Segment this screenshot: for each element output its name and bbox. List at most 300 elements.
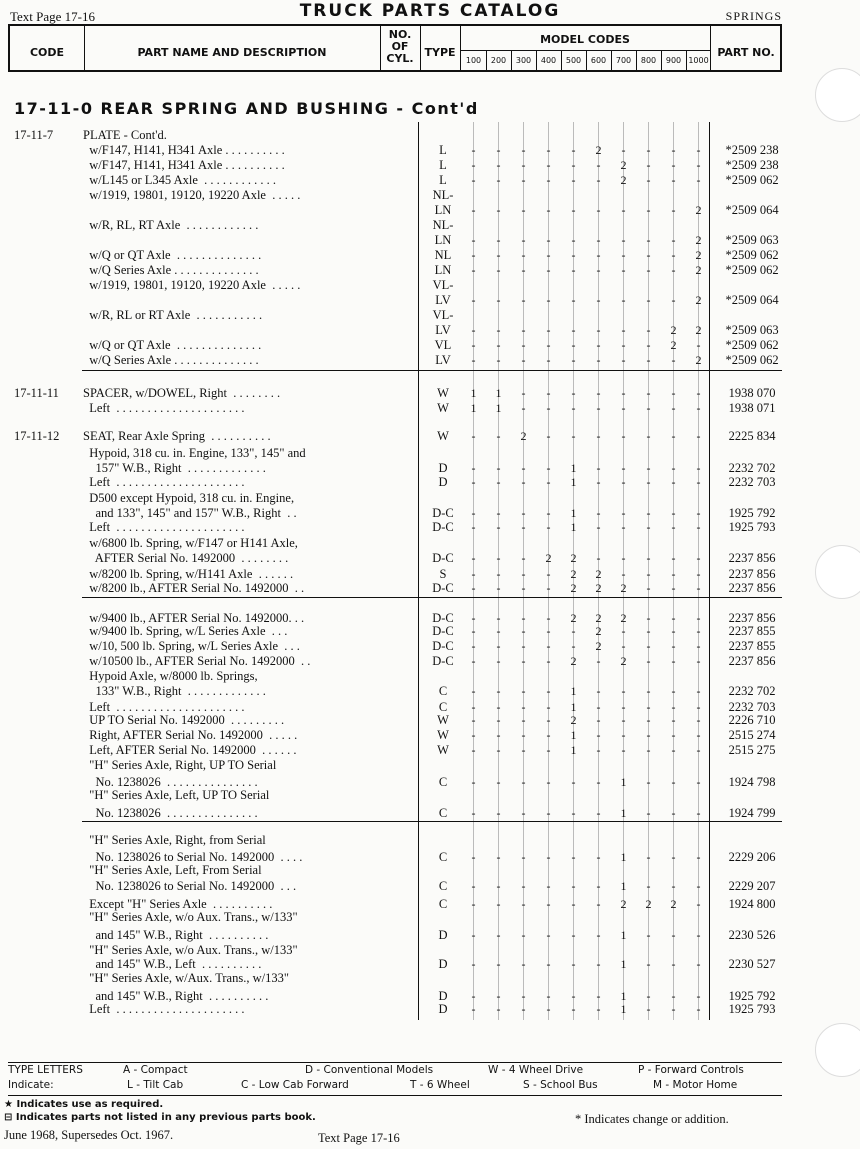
row-model-cell: 2 <box>520 429 527 443</box>
row-model-cell: - <box>621 728 626 742</box>
row-model-cell: 2 <box>670 323 677 337</box>
note-as-required: ★ Indicates use as required. <box>4 1099 164 1110</box>
row-model-cell: - <box>671 700 676 714</box>
row-model-cell: - <box>646 143 651 157</box>
row-type: LV <box>435 353 451 367</box>
row-model-cell: 2 <box>620 158 627 172</box>
row-model-cell: - <box>646 551 651 565</box>
row-model-cell: - <box>621 567 626 581</box>
row-model-cell: - <box>596 1002 601 1016</box>
row-model-cell: - <box>571 624 576 638</box>
row-model-cell: - <box>596 338 601 352</box>
row-model-cell: - <box>646 233 651 247</box>
row-model-cell: - <box>571 248 576 262</box>
row-model-cell: - <box>696 654 701 668</box>
row-model-cell: - <box>696 1002 701 1016</box>
row-model-cell: - <box>521 897 526 911</box>
row-model-cell: - <box>646 158 651 172</box>
row-model-cell: - <box>571 263 576 277</box>
row-model-cell: - <box>671 850 676 864</box>
row-model-cell: - <box>571 957 576 971</box>
row-model-cell: - <box>571 401 576 415</box>
row-description: Except "H" Series Axle . . . . . . . . . . <box>83 897 273 911</box>
row-part-number: *2509 064 <box>725 293 779 307</box>
row-description: w/Q Series Axle . . . . . . . . . . . . . . <box>83 263 259 277</box>
row-model-cell: - <box>546 461 551 475</box>
row-model-cell: - <box>496 233 501 247</box>
row-model-cell: - <box>521 248 526 262</box>
row-model-cell: - <box>646 263 651 277</box>
row-model-cell: - <box>546 353 551 367</box>
row-model-cell: - <box>471 713 476 727</box>
model-code-900: 900 <box>665 56 682 65</box>
legend-item: D - Conventional Models <box>305 1064 434 1076</box>
row-model-cell: 1 <box>570 728 577 742</box>
row-description: Left . . . . . . . . . . . . . . . . . . . . . <box>83 520 245 534</box>
row-model-cell: - <box>471 461 476 475</box>
row-part-number: 2237 855 <box>728 639 776 653</box>
row-model-cell: - <box>521 338 526 352</box>
section-label: SPRINGS <box>725 9 782 23</box>
row-model-cell: - <box>596 429 601 443</box>
row-code: 17-11-12 <box>14 429 60 443</box>
col-model-codes: MODEL CODES <box>540 33 630 46</box>
row-description: w/F147, H141, H341 Axle . . . . . . . . . . <box>83 158 285 172</box>
row-part-number: *2509 062 <box>725 263 779 277</box>
row-model-cell: - <box>696 743 701 757</box>
row-type: D <box>438 957 448 971</box>
row-model-cell: - <box>596 654 601 668</box>
row-model-cell: - <box>646 989 651 1003</box>
row-description: UP TO Serial No. 1492000 . . . . . . . . . <box>83 713 285 727</box>
row-model-cell: 1 <box>620 989 627 1003</box>
row-model-cell: - <box>521 353 526 367</box>
row-model-cell: - <box>646 401 651 415</box>
row-model-cell: - <box>646 624 651 638</box>
row-model-cell: - <box>546 928 551 942</box>
row-part-number: 1925 793 <box>728 520 776 534</box>
row-model-cell: - <box>646 338 651 352</box>
row-type: W <box>437 728 449 742</box>
row-model-cell: - <box>696 158 701 172</box>
row-part-number: *2509 238 <box>725 143 779 157</box>
row-model-cell: - <box>696 639 701 653</box>
row-model-cell: - <box>646 850 651 864</box>
row-model-cell: - <box>521 567 526 581</box>
row-model-cell: - <box>471 928 476 942</box>
row-model-cell: - <box>621 639 626 653</box>
row-model-cell: 1 <box>470 401 477 415</box>
row-model-cell: - <box>621 338 626 352</box>
row-model-cell: - <box>671 775 676 789</box>
row-model-cell: - <box>496 293 501 307</box>
row-model-cell: 2 <box>670 897 677 911</box>
row-model-cell: - <box>521 506 526 520</box>
row-model-cell: - <box>646 567 651 581</box>
row-model-cell: - <box>596 551 601 565</box>
row-description: D500 except Hypoid, 318 cu. in. Engine, <box>83 491 295 505</box>
row-model-cell: 1 <box>570 520 577 534</box>
row-model-cell: - <box>696 551 701 565</box>
row-model-cell: - <box>596 158 601 172</box>
row-description: "H" Series Axle, w/o Aux. Trans., w/133" <box>83 943 298 957</box>
row-model-cell: - <box>571 203 576 217</box>
row-type: C <box>438 806 448 820</box>
row-model-cell: - <box>671 639 676 653</box>
row-model-cell: - <box>521 158 526 172</box>
row-model-cell: - <box>546 429 551 443</box>
row-model-cell: - <box>496 173 501 187</box>
row-model-cell: - <box>471 293 476 307</box>
row-model-cell: - <box>471 775 476 789</box>
row-model-cell: 1 <box>620 806 627 820</box>
row-model-cell: - <box>621 353 626 367</box>
row-model-cell: - <box>521 728 526 742</box>
legend-item: M - Motor Home <box>653 1079 738 1091</box>
row-description: "H" Series Axle, Right, from Serial <box>83 833 266 847</box>
row-model-cell: - <box>496 263 501 277</box>
row-model-cell: - <box>571 233 576 247</box>
row-description: "H" Series Axle, Left, From Serial <box>83 863 262 877</box>
row-model-cell: - <box>621 461 626 475</box>
row-model-cell: - <box>696 700 701 714</box>
row-model-cell: - <box>471 203 476 217</box>
row-model-cell: - <box>596 263 601 277</box>
row-model-cell: 2 <box>595 639 602 653</box>
row-model-cell: - <box>596 461 601 475</box>
row-type: D <box>438 475 448 489</box>
row-model-cell: - <box>621 700 626 714</box>
row-model-cell: - <box>571 897 576 911</box>
row-description: w/10, 500 lb. Spring, w/L Series Axle . . . <box>83 639 300 653</box>
row-part-number: 2229 206 <box>728 850 776 864</box>
row-model-cell: - <box>596 850 601 864</box>
group-divider <box>82 597 782 598</box>
row-model-cell: - <box>671 1002 676 1016</box>
row-model-cell: - <box>696 338 701 352</box>
row-type: NL <box>434 248 452 262</box>
row-type: L <box>439 173 447 187</box>
row-model-cell: - <box>596 506 601 520</box>
row-model-cell: - <box>571 775 576 789</box>
model-code-400: 400 <box>540 56 557 65</box>
row-model-cell: - <box>496 338 501 352</box>
row-description: Hypoid, 318 cu. in. Engine, 133", 145" and <box>83 446 306 460</box>
note-not-listed: ⊟ Indicates parts not listed in any previous parts book. <box>4 1112 316 1123</box>
row-description: w/8200 lb., AFTER Serial No. 1492000 . . <box>83 581 305 595</box>
row-part-number: 2230 527 <box>728 957 776 971</box>
legend-item: C - Low Cab Forward <box>241 1079 349 1091</box>
row-model-cell: - <box>671 928 676 942</box>
row-part-number: 1925 792 <box>728 506 776 520</box>
row-model-cell: 2 <box>620 897 627 911</box>
row-model-cell: 2 <box>695 353 702 367</box>
row-type: VL <box>434 338 452 352</box>
row-part-number: *2509 062 <box>725 248 779 262</box>
row-model-cell: - <box>496 654 501 668</box>
row-model-cell: - <box>596 989 601 1003</box>
row-model-cell: - <box>521 713 526 727</box>
row-model-cell: - <box>496 581 501 595</box>
row-description: PLATE - Cont'd. <box>83 128 167 142</box>
row-model-cell: - <box>471 1002 476 1016</box>
row-model-cell: - <box>696 684 701 698</box>
row-model-cell: - <box>521 989 526 1003</box>
row-model-cell: - <box>496 611 501 625</box>
row-model-cell: - <box>471 728 476 742</box>
row-type: D-C <box>432 506 454 520</box>
row-model-cell: - <box>471 654 476 668</box>
row-description: w/Q Series Axle . . . . . . . . . . . . . . <box>83 353 259 367</box>
row-model-cell: - <box>546 879 551 893</box>
row-model-cell: - <box>471 806 476 820</box>
row-model-cell: - <box>696 520 701 534</box>
row-model-cell: - <box>696 386 701 400</box>
row-model-cell: - <box>571 173 576 187</box>
row-model-cell: - <box>571 928 576 942</box>
row-description: and 145" W.B., Left . . . . . . . . . . <box>83 957 262 971</box>
row-model-cell: 1 <box>570 743 577 757</box>
row-model-cell: 2 <box>620 173 627 187</box>
row-model-cell: - <box>571 639 576 653</box>
row-model-cell: - <box>521 475 526 489</box>
row-model-cell: - <box>546 850 551 864</box>
row-description: Right, AFTER Serial No. 1492000 . . . . . <box>83 728 298 742</box>
row-model-cell: 1 <box>495 386 502 400</box>
row-type: D-C <box>432 581 454 595</box>
row-model-cell: - <box>671 567 676 581</box>
row-type: LN <box>434 263 452 277</box>
row-description: w/1919, 19801, 19120, 19220 Axle . . . . . <box>83 188 301 202</box>
row-description: w/L145 or L345 Axle . . . . . . . . . . . . <box>83 173 277 187</box>
row-model-cell: - <box>521 173 526 187</box>
row-model-cell: - <box>596 173 601 187</box>
row-model-cell: - <box>646 775 651 789</box>
legend-item: L - Tilt Cab <box>127 1079 184 1091</box>
row-model-cell: - <box>496 248 501 262</box>
row-model-cell: 1 <box>570 461 577 475</box>
row-model-cell: - <box>696 806 701 820</box>
row-part-number: *2509 062 <box>725 173 779 187</box>
row-model-cell: - <box>646 386 651 400</box>
row-model-cell: 2 <box>570 567 577 581</box>
row-model-cell: - <box>521 879 526 893</box>
row-model-cell: 2 <box>620 611 627 625</box>
row-model-cell: - <box>596 775 601 789</box>
row-part-number: 1938 070 <box>728 386 776 400</box>
row-model-cell: - <box>496 897 501 911</box>
row-description: "H" Series Axle, Right, UP TO Serial <box>83 758 277 772</box>
row-model-cell: - <box>621 401 626 415</box>
row-model-cell: - <box>546 684 551 698</box>
row-model-cell: - <box>696 461 701 475</box>
row-type: LN <box>434 203 452 217</box>
row-model-cell: - <box>496 700 501 714</box>
row-model-cell: - <box>696 897 701 911</box>
row-model-cell: 2 <box>620 654 627 668</box>
row-type: D <box>438 989 448 1003</box>
row-description: 133" W.B., Right . . . . . . . . . . . . . <box>83 684 266 698</box>
change-note: * Indicates change or addition. <box>575 1112 729 1126</box>
row-description: w/Q or QT Axle . . . . . . . . . . . . . . <box>83 248 262 262</box>
row-part-number: 2237 856 <box>728 551 776 565</box>
row-type: W <box>437 743 449 757</box>
row-model-cell: - <box>621 293 626 307</box>
row-model-cell: - <box>646 611 651 625</box>
row-model-cell: - <box>471 743 476 757</box>
row-model-cell: - <box>596 684 601 698</box>
row-model-cell: - <box>521 624 526 638</box>
row-part-number: 2229 207 <box>728 879 776 893</box>
row-type: W <box>437 429 449 443</box>
row-model-cell: - <box>471 639 476 653</box>
row-model-cell: - <box>596 353 601 367</box>
row-model-cell: - <box>596 293 601 307</box>
row-model-cell: - <box>521 323 526 337</box>
legend-item: W - 4 Wheel Drive <box>488 1064 584 1076</box>
row-model-cell: - <box>571 1002 576 1016</box>
row-model-cell: - <box>546 520 551 534</box>
binder-hole <box>815 68 860 122</box>
row-model-cell: - <box>546 263 551 277</box>
row-type: W <box>437 713 449 727</box>
binder-hole <box>815 1023 860 1077</box>
row-type: D <box>438 1002 448 1016</box>
row-model-cell: - <box>546 654 551 668</box>
row-model-cell: - <box>571 353 576 367</box>
row-model-cell: - <box>571 879 576 893</box>
row-model-cell: - <box>496 850 501 864</box>
row-model-cell: - <box>546 506 551 520</box>
row-model-cell: 2 <box>570 611 577 625</box>
row-model-cell: - <box>546 158 551 172</box>
row-description: Left, AFTER Serial No. 1492000 . . . . . . <box>83 743 297 757</box>
row-model-cell: - <box>596 475 601 489</box>
row-model-cell: - <box>496 520 501 534</box>
row-part-number: 2237 855 <box>728 624 776 638</box>
row-model-cell: 1 <box>570 700 577 714</box>
row-model-cell: - <box>546 338 551 352</box>
row-description: and 133", 145" and 157" W.B., Right . . <box>83 506 297 520</box>
row-model-cell: - <box>546 233 551 247</box>
row-part-number: 1938 071 <box>728 401 776 415</box>
row-model-cell: - <box>596 897 601 911</box>
row-model-cell: - <box>471 173 476 187</box>
column-header <box>8 24 782 72</box>
row-description: Left . . . . . . . . . . . . . . . . . . . . . <box>83 700 245 714</box>
row-model-cell: - <box>646 957 651 971</box>
row-model-cell: - <box>521 386 526 400</box>
row-model-cell: - <box>571 989 576 1003</box>
row-model-cell: - <box>596 713 601 727</box>
row-model-cell: - <box>646 429 651 443</box>
row-model-cell: - <box>646 475 651 489</box>
row-part-number: 2237 856 <box>728 611 776 625</box>
row-model-cell: - <box>696 401 701 415</box>
row-type: L <box>439 158 447 172</box>
row-model-cell: - <box>646 248 651 262</box>
row-model-cell: - <box>621 684 626 698</box>
row-model-cell: - <box>546 743 551 757</box>
row-model-cell: - <box>646 743 651 757</box>
row-model-cell: - <box>471 957 476 971</box>
row-description: No. 1238026 to Serial No. 1492000 . . . <box>83 879 297 893</box>
row-model-cell: - <box>521 401 526 415</box>
row-model-cell: - <box>621 624 626 638</box>
row-model-cell: - <box>521 743 526 757</box>
row-model-cell: - <box>671 624 676 638</box>
row-type: C <box>438 684 448 698</box>
row-model-cell: 2 <box>695 248 702 262</box>
row-model-cell: - <box>596 806 601 820</box>
row-model-cell: 1 <box>495 401 502 415</box>
row-model-cell: - <box>671 713 676 727</box>
row-model-cell: - <box>496 158 501 172</box>
row-model-cell: - <box>496 743 501 757</box>
row-type: S <box>439 567 447 581</box>
row-model-cell: - <box>496 713 501 727</box>
row-model-cell: - <box>546 323 551 337</box>
row-model-cell: - <box>546 775 551 789</box>
row-model-cell: - <box>621 263 626 277</box>
row-description: Hypoid Axle, w/8000 lb. Springs, <box>83 669 258 683</box>
row-model-cell: - <box>646 293 651 307</box>
row-type: W <box>437 401 449 415</box>
row-code: 17-11-11 <box>14 386 59 400</box>
row-part-number: 1924 800 <box>728 897 776 911</box>
row-model-cell: - <box>621 506 626 520</box>
row-model-cell: - <box>571 806 576 820</box>
row-model-cell: 1 <box>570 475 577 489</box>
row-model-cell: - <box>596 879 601 893</box>
row-type: NL- <box>432 218 454 232</box>
model-code-800: 800 <box>640 56 657 65</box>
row-model-cell: - <box>621 551 626 565</box>
row-model-cell: - <box>671 611 676 625</box>
row-model-cell: - <box>496 989 501 1003</box>
row-model-cell: - <box>646 700 651 714</box>
row-part-number: *2509 063 <box>725 323 779 337</box>
col-part-no: PART NO. <box>717 46 775 59</box>
row-model-cell: - <box>646 203 651 217</box>
row-model-cell: - <box>646 806 651 820</box>
row-description: SPACER, w/DOWEL, Right . . . . . . . . <box>83 386 281 400</box>
row-part-number: 2232 703 <box>728 475 776 489</box>
row-model-cell: - <box>496 957 501 971</box>
row-model-cell: - <box>621 386 626 400</box>
row-model-cell: - <box>646 728 651 742</box>
row-model-cell: - <box>621 203 626 217</box>
row-description: w/1919, 19801, 19120, 19220 Axle . . . . . <box>83 278 301 292</box>
row-type: D <box>438 461 448 475</box>
row-model-cell: - <box>546 173 551 187</box>
row-model-cell: 2 <box>695 233 702 247</box>
row-model-cell: - <box>671 353 676 367</box>
row-model-cell: 2 <box>670 338 677 352</box>
row-model-cell: - <box>546 639 551 653</box>
row-model-cell: - <box>671 386 676 400</box>
row-model-cell: - <box>596 401 601 415</box>
row-type: VL- <box>432 308 454 322</box>
row-model-cell: - <box>496 567 501 581</box>
row-part-number: *2509 064 <box>725 203 779 217</box>
row-model-cell: - <box>471 897 476 911</box>
row-model-cell: - <box>671 581 676 595</box>
row-model-cell: - <box>571 293 576 307</box>
row-model-cell: - <box>521 520 526 534</box>
row-model-cell: - <box>546 989 551 1003</box>
row-model-cell: - <box>496 551 501 565</box>
